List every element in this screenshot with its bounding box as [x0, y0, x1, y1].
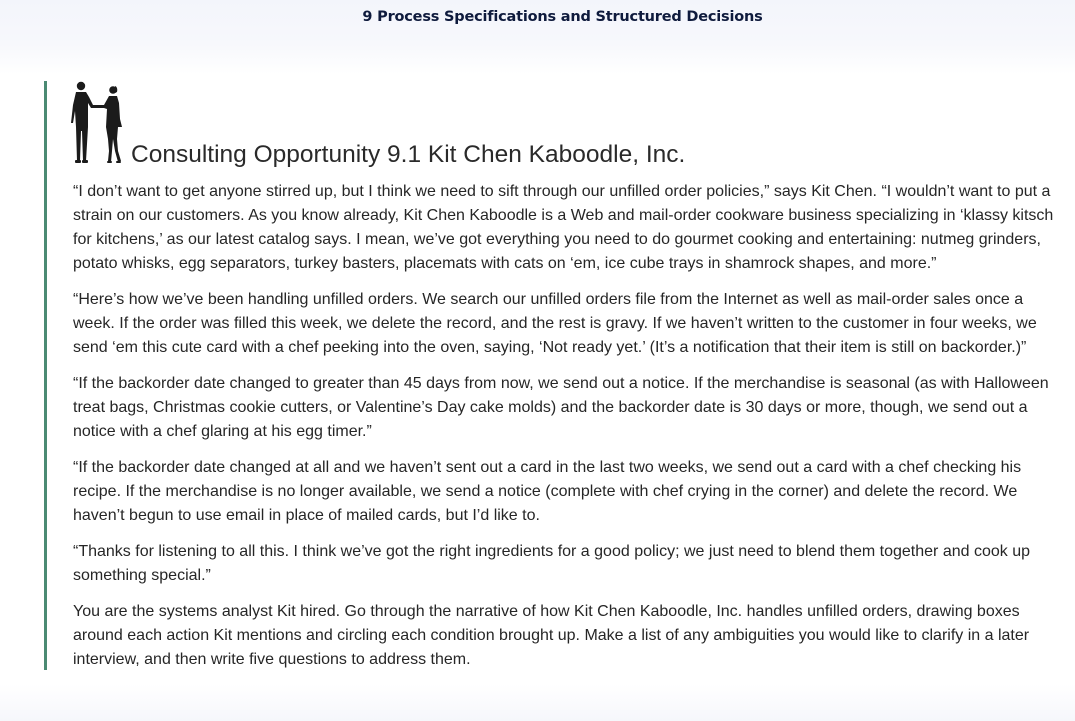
paragraph-thanks: “Thanks for listening to all this. I think we’ve got the right ingredients for a good policy; we just need to blend them together and cook up something special.”	[73, 543, 1030, 584]
paragraph-backorder-date: “If the backorder date changed to greater than 45 days from now, we send out a notice. If the merchandise is seasonal (as with Halloween treat bags, Christmas cookie cutters, or Valentine’s Day cake molds) and the backorder date is 30 days or more, though, we send out a notice with a chef glaring at his egg timer.”	[73, 375, 1049, 440]
consulting-people-silhouette-icon	[71, 81, 127, 165]
consulting-opportunity-box	[44, 81, 1072, 670]
paragraph-merchandise-unavailable: “If the backorder date changed at all and we haven’t sent out a card in the last two weeks, we send out a card with a chef checking his recipe. If the merchandise is no longer available, we send a notice (complete with chef crying in the corner) and delete the record. We haven’t begun to use email in place of mailed cards, but I’d like to.	[73, 459, 1022, 524]
paragraph-intro: “I don’t want to get anyone stirred up, but I think we need to sift through our unfilled order policies,” says Kit Chen. “I wouldn’t want to put a strain on our customers. As you know already, Kit Chen Kaboodle is a Web and mail-order cookware business specializing in ‘klassy kitsch for kitchens,’ as our latest catalog says. I mean, we’ve got everything you need to do gourmet cooking and entertaining: nutmeg grinders, potato whisks, egg separators, turkey basters, placemats with cats on ‘em, ice cube trays in shamrock shapes, and more.”	[73, 183, 1054, 272]
page-header-bar	[0, 0, 1075, 74]
paragraph-assignment: You are the systems analyst Kit hired. Go through the narrative of how Kit Chen Kaboodle, Inc. handles unfilled orders, drawing boxes around each action Kit mentions and circling each condition brought up. Make a list of any ambiguities you would like to clarify in a later interview, and then write five questions to address them.	[73, 603, 1030, 668]
box-title: Consulting Opportunity 9.1 Kit Chen Kaboodle, Inc.	[131, 141, 686, 168]
chapter-header: 9 Process Specifications and Structured Decisions	[362, 9, 763, 25]
box-header	[71, 81, 1061, 171]
paragraph-unfilled-orders: “Here’s how we’ve been handling unfilled orders. We search our unfilled orders file from the Internet as well as mail-order sales once a week. If the order was filled this week, we delete the record, and the rest is gravy. If we haven’t written to the customer in four weeks, we send ‘em this cute card with a chef peeking into the oven, saying, ‘Not ready yet.’ (It’s a notification that their item is still on backorder.)”	[73, 291, 1037, 356]
page-footer-bar	[0, 684, 1075, 721]
